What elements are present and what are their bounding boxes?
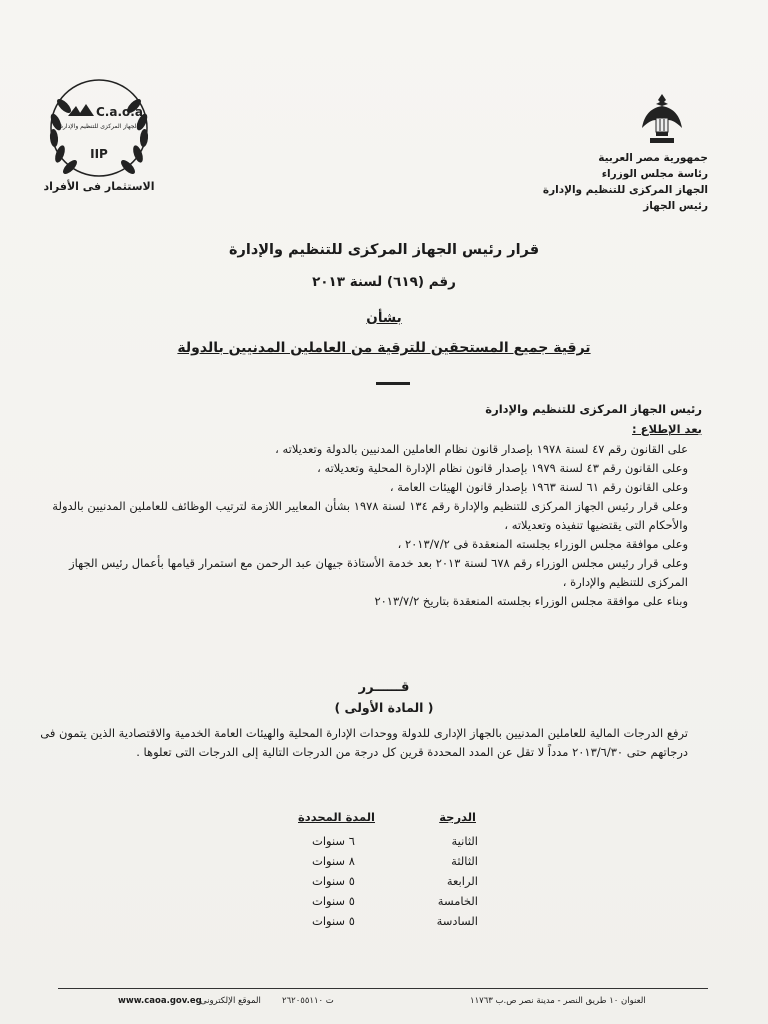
grade-cell: الثالثة [451, 854, 478, 868]
logo-caption: الاستثمار فى الأفراد [43, 180, 155, 193]
ministry-line: رئاسة مجلس الوزراء [601, 168, 708, 180]
footer-website-label: الموقع الإلكترونى [200, 996, 261, 1006]
footer-website-link[interactable]: www.caoa.gov.eg [118, 996, 202, 1006]
article-text: ترفع الدرجات المالية للعاملين المدنيين بالجهاز الإدارى للدولة ووحدات الإدارة المحلية والهيئات العامة الخدمية والاقتصادية الذين يتمون فى درجاتهم حتى ٢٠١٣/٦/٣٠ مدداً لا تقل عن المدد المحددة قرين كل درجة من الدرجات التالية إلى الدرجات التى تعلوها . [40, 726, 688, 759]
preamble-paragraph: وعلى موافقة مجلس الوزراء بجلسته المنعقدة فى ٢٠١٣/٧/٢ ، [397, 537, 688, 551]
table-row [298, 894, 488, 914]
footer-divider [58, 988, 708, 989]
caoa-logo [38, 72, 160, 196]
preamble-paragraph: وعلى قرار رئيس الجهاز المركزى للتنظيم والإدارة رقم ١٣٤ لسنة ١٩٧٨ بشأن المعايير اللازمة لترتيب الوظائف للعاملين المدنيين بالدولة والأحكام التى يقتضيها تنفيذه وتعديلاته ، [52, 499, 688, 532]
preamble-paragraph: وبناء على موافقة مجلس الوزراء بجلسته المنعقدة بتاريخ ٢٠١٣/٧/٢ [374, 594, 688, 608]
preamble-paragraph: وعلى القانون رقم ٦١ لسنة ١٩٦٣ بإصدار قانون الهيئات العامة ، [389, 480, 688, 494]
decision-number: رقم (٦١٩) لسنة ٢٠١٣ [312, 274, 456, 290]
grade-cell: السادسة [436, 914, 478, 928]
logo-subtitle: الجهاز المركزى للتنظيم والإدارة [59, 123, 139, 130]
ministry-line: رئيس الجهاز [643, 200, 708, 212]
divider [376, 382, 410, 385]
period-cell: ٥ سنوات [312, 894, 355, 908]
grade-cell: الخامسة [437, 894, 478, 908]
preamble-paragraph: على القانون رقم ٤٧ لسنة ١٩٧٨ بإصدار قانون نظام العاملين المدنيين بالدولة وتعديلاته ، [275, 442, 688, 456]
logo-text: C.a.o.a [96, 105, 143, 119]
decision-title: قرار رئيس الجهاز المركزى للتنظيم والإدارة [228, 242, 540, 258]
decision-subject: ترقية جميع المستحقين للترقية من العاملين المدنيين بالدولة [177, 340, 591, 356]
period-cell: ٦ سنوات [312, 834, 355, 848]
table-row [298, 834, 488, 854]
period-cell: ٨ سنوات [312, 854, 355, 868]
issuer-line: رئيس الجهاز المركزى للتنظيم والإدارة [485, 402, 702, 416]
resolution-heading: قــــــرر [358, 680, 410, 695]
decision-regarding: بشأن [366, 310, 402, 326]
preamble-paragraph: وعلى قرار رئيس مجلس الوزراء رقم ٦٧٨ لسنة ٢٠١٣ بعد خدمة الأستاذة جيهان عبد الرحمن مع استمرار قيامها بأعمال رئيس الجهاز المركزى للتنظيم والإدارة ، [69, 556, 688, 589]
period-cell: ٥ سنوات [312, 914, 355, 928]
table-row [298, 874, 488, 894]
preamble-paragraphs [52, 440, 702, 611]
ministry-header [488, 150, 708, 214]
table-row [298, 854, 488, 874]
period-cell: ٥ سنوات [312, 874, 355, 888]
footer-phone: ت ٢٦٢٠٥٥١١٠ [282, 996, 334, 1006]
after-review-label: بعد الإطلاع : [632, 422, 702, 436]
grade-cell: الثانية [451, 834, 478, 848]
column-header-grade: الدرجة [439, 810, 476, 824]
footer-address: العنوان ١٠ طريق النصر - مدينة نصر ص.ب ١١٧٦٣ [470, 996, 646, 1006]
preamble-paragraph: وعلى القانون رقم ٤٣ لسنة ١٩٧٩ بإصدار قانون نظام الإدارة المحلية وتعديلاته ، [317, 461, 688, 475]
logo-iip: IIP [90, 147, 108, 161]
column-header-period: المدة المحددة [298, 810, 375, 824]
article-heading: ( المادة الأولى ) [334, 700, 434, 715]
grade-cell: الرابعة [446, 874, 478, 888]
ministry-line: جمهورية مصر العربية [598, 152, 708, 164]
ministry-line: الجهاز المركزى للتنظيم والإدارة [542, 184, 708, 196]
table-row [298, 914, 488, 934]
eagle-emblem-icon [640, 92, 684, 144]
